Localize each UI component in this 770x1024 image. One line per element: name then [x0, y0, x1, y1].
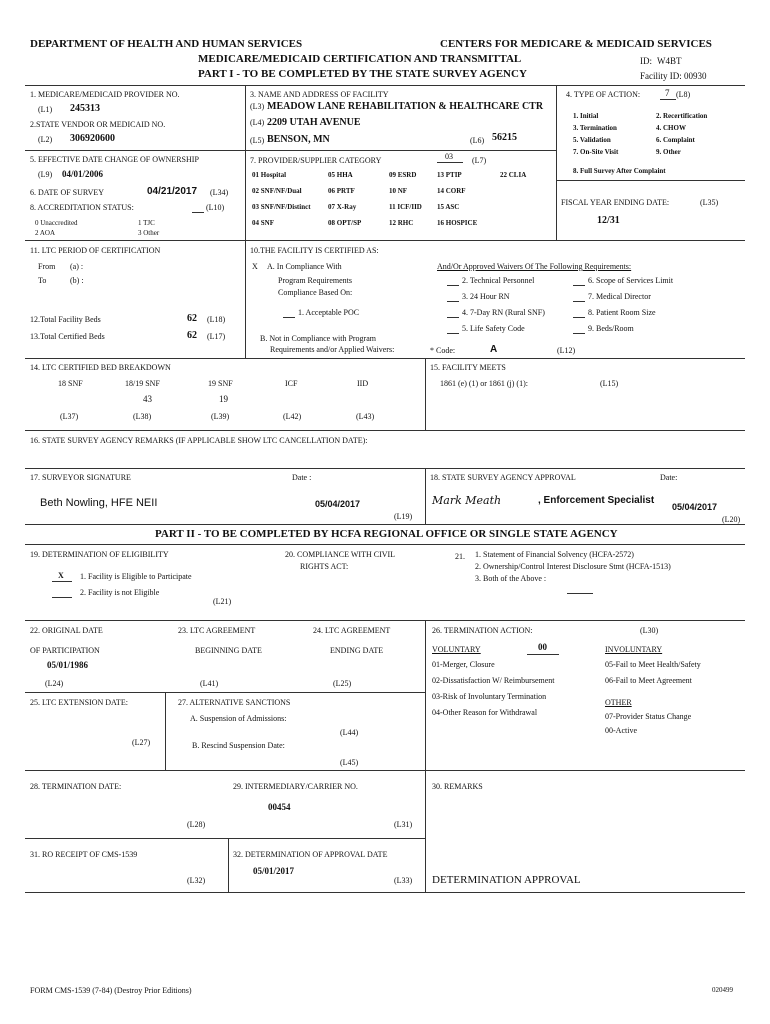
- approval-date-value: 05/01/2017: [253, 866, 295, 876]
- bed-breakdown-label: 14. LTC CERTIFIED BED BREAKDOWN: [30, 363, 171, 372]
- chow-value: 04/01/2006: [62, 169, 104, 179]
- category-option: 15 ASC: [437, 203, 460, 211]
- underline: [573, 285, 585, 286]
- action-option: 6. Complaint: [656, 136, 695, 144]
- l5-code: (L5): [250, 136, 265, 145]
- waiver-item: 8. Patient Room Size: [588, 308, 656, 317]
- accreditation-code: (L10): [206, 203, 225, 212]
- category-option: 22 CLIA: [500, 171, 527, 179]
- facility-meets-text: 1861 (e) (1) or 1861 (j) (1):: [440, 379, 528, 388]
- voluntary-item: 01-Merger, Closure: [432, 660, 495, 669]
- category-option: 11 ICF/IID: [389, 203, 422, 211]
- from-a: (a) :: [70, 262, 84, 271]
- underline: [283, 317, 295, 318]
- survey-date-code: (L34): [210, 188, 229, 197]
- extension-date-label: 25. LTC EXTENSION DATE:: [30, 698, 128, 707]
- field21-item: 1. Statement of Financial Solvency (HCFA-2572): [475, 550, 634, 559]
- certified-as-label: 10.THE FACILITY IS CERTIFIED AS:: [250, 246, 379, 255]
- acceptable-poc: 1. Acceptable POC: [298, 308, 360, 317]
- agency-date-label: Date:: [660, 473, 678, 482]
- other-item: 00-Active: [605, 726, 637, 735]
- underline: [52, 597, 72, 598]
- code-label: * Code:: [430, 346, 456, 355]
- facility-name-label: 3. NAME AND ADDRESS OF FACILITY: [250, 90, 389, 99]
- approval-signature: Mark Meath: [432, 494, 502, 507]
- waiver-item: 9. Beds/Room: [588, 324, 634, 333]
- facility-meets-code: (L15): [600, 379, 619, 388]
- eligible-x: X: [58, 571, 64, 580]
- provider-no-value: 245313: [70, 103, 100, 114]
- civil-rights-label2: RIGHTS ACT:: [300, 562, 349, 571]
- category-option: 04 SNF: [252, 219, 274, 227]
- compliance-x: X: [252, 262, 258, 271]
- to-label: To: [38, 276, 47, 285]
- divider: [25, 524, 745, 525]
- approval-date-code: (L33): [394, 876, 413, 885]
- fiscal-value: 12/31: [597, 215, 620, 226]
- waiver-item: 4. 7-Day RN (Rural SNF): [462, 308, 545, 317]
- original-date-code: (L24): [45, 679, 64, 688]
- id-value: W4BT: [657, 56, 682, 66]
- surveyor-date: 05/04/2017: [315, 499, 361, 509]
- facility-meets-label: 15. FACILITY MEETS: [430, 363, 506, 372]
- ro-receipt-label: 31. RO RECEIPT OF CMS-1539: [30, 850, 138, 859]
- eligible-option: 1. Facility is Eligible to Participate: [80, 572, 192, 581]
- original-date-sub: OF PARTICIPATION: [30, 646, 100, 655]
- termination-action-code: (L30): [640, 626, 659, 635]
- approval-date-label: 32. DETERMINATION OF APPROVAL DATE: [233, 850, 388, 859]
- surveyor-date-label: Date :: [292, 473, 312, 482]
- vendor-no-value: 306920600: [70, 133, 115, 144]
- part2-title: PART II - TO BE COMPLETED BY HCFA REGIONAL OFFICE OR SINGLE STATE AGENCY: [155, 528, 618, 540]
- original-date-value: 05/01/1986: [47, 660, 89, 670]
- accred-option: 3 Other: [138, 229, 160, 237]
- code-value: A: [490, 344, 498, 355]
- bed-code: (L43): [356, 412, 375, 421]
- category-option: 03 SNF/NF/Distinct: [252, 203, 311, 211]
- part1-title: PART I - TO BE COMPLETED BY THE STATE SURVEY AGENCY: [198, 68, 527, 80]
- divider: [228, 838, 229, 892]
- ltc-begin-label: 23. LTC AGREEMENT: [178, 626, 256, 635]
- action-option: 4. CHOW: [656, 124, 686, 132]
- category-option: 12 RHC: [389, 219, 414, 227]
- termination-value: 00: [538, 642, 547, 652]
- underline: [447, 301, 459, 302]
- voluntary-item: 03-Risk of Involuntary Termination: [432, 692, 547, 701]
- bed-col-header: IID: [357, 379, 369, 388]
- cert-beds-value: 62: [187, 330, 197, 341]
- category-option: 06 PRTF: [328, 187, 355, 195]
- divider: [25, 430, 745, 431]
- approval-title: , Enforcement Specialist: [538, 495, 655, 506]
- ltc-end-code: (L25): [333, 679, 352, 688]
- divider: [25, 770, 745, 771]
- bed-code: (L42): [283, 412, 302, 421]
- divider: [25, 468, 745, 469]
- intermediary-value: 00454: [268, 802, 291, 812]
- approval-code: (L20): [722, 515, 741, 524]
- fiscal-label: FISCAL YEAR ENDING DATE:: [561, 198, 670, 207]
- l6-code: (L6): [470, 136, 485, 145]
- surveyor-sig-label: 17. SURVEYOR SIGNATURE: [30, 473, 131, 482]
- eligibility-code: (L21): [213, 597, 232, 606]
- involuntary-item: 06-Fail to Meet Agreement: [605, 676, 692, 685]
- category-code: (L7): [472, 156, 487, 165]
- provider-no-code: (L1): [38, 105, 53, 114]
- approval-date: 05/04/2017: [672, 502, 718, 512]
- waiver-item: 5. Life Safety Code: [462, 324, 525, 333]
- divider: [25, 838, 425, 839]
- cert-beds-label: 13.Total Certified Beds: [30, 332, 105, 341]
- divider: [425, 358, 426, 430]
- dept-title: DEPARTMENT OF HEALTH AND HUMAN SERVICES: [30, 38, 303, 50]
- l3-code: (L3): [250, 102, 265, 111]
- facility-name: MEADOW LANE REHABILITATION & HEALTHCARE CTR: [267, 101, 544, 112]
- alt-sanctions-label: 27. ALTERNATIVE SANCTIONS: [178, 698, 291, 707]
- vendor-no-label: 2.STATE VENDOR OR MEDICAID NO.: [30, 120, 166, 129]
- waiver-item: 2. Technical Personnel: [462, 276, 535, 285]
- cert-beds-code: (L17): [207, 332, 226, 341]
- ltc-begin-sub: BEGINNING DATE: [195, 646, 262, 655]
- voluntary-item: 04-Other Reason for Withdrawal: [432, 708, 538, 717]
- field21-item: 3. Both of the Above :: [475, 574, 547, 583]
- remarks-30-label: 30. REMARKS: [432, 782, 483, 791]
- intermediary-code-l: (L28): [187, 820, 206, 829]
- category-value: 03: [445, 152, 453, 161]
- divider: [556, 85, 557, 240]
- underline: [437, 162, 463, 163]
- to-b: (b) :: [70, 276, 84, 285]
- waiver-item: 3. 24 Hour RN: [462, 292, 510, 301]
- bed-col-header: 19 SNF: [208, 379, 233, 388]
- code-ref: (L12): [557, 346, 576, 355]
- waiver-item: 7. Medical Director: [588, 292, 651, 301]
- divider: [25, 150, 245, 151]
- bed-col-header: 18/19 SNF: [125, 379, 160, 388]
- not-compliance-1: B. Not in Compliance with Program: [260, 334, 376, 343]
- underline: [567, 593, 593, 594]
- suspension-code: (L44): [340, 728, 359, 737]
- category-option: 08 OPT/SP: [328, 219, 362, 227]
- underline: [660, 99, 676, 100]
- id-label: ID:: [640, 56, 652, 66]
- form-title: MEDICARE/MEDICAID CERTIFICATION AND TRANSMITTAL: [198, 53, 522, 65]
- civil-rights-label1: 20. COMPLIANCE WITH CIVIL: [285, 550, 396, 559]
- underline: [527, 654, 559, 655]
- underline: [573, 301, 585, 302]
- divider: [556, 180, 745, 181]
- divider: [25, 358, 745, 359]
- category-label: 7. PROVIDER/SUPPLIER CATEGORY: [250, 156, 382, 165]
- divider: [245, 150, 556, 151]
- action-option: 5. Validation: [573, 136, 611, 144]
- ltc-end-sub: ENDING DATE: [330, 646, 384, 655]
- accred-option: 1 TJC: [138, 219, 155, 227]
- intermediary-code-r: (L31): [394, 820, 413, 829]
- facility-id: Facility ID: 00930: [640, 71, 707, 81]
- action-option: 8. Full Survey After Complaint: [573, 167, 666, 175]
- bed-col-header: ICF: [285, 379, 298, 388]
- rescind-code: (L45): [340, 758, 359, 767]
- accreditation-label: 8. ACCREDITATION STATUS:: [30, 203, 134, 212]
- divider: [25, 85, 745, 86]
- bed-code: (L38): [133, 412, 152, 421]
- original-date-label: 22. ORIGINAL DATE: [30, 626, 103, 635]
- underline: [447, 333, 459, 334]
- compliance-a2: Program Requirements: [278, 276, 352, 285]
- divider: [25, 240, 745, 241]
- suspension-label: A. Suspension of Admissions:: [190, 714, 287, 723]
- category-option: 01 Hospital: [252, 171, 287, 179]
- divider: [165, 692, 166, 770]
- type-action-value: 7: [665, 88, 670, 98]
- underline: [192, 212, 204, 213]
- divider: [425, 620, 426, 770]
- other-header: OTHER: [605, 698, 632, 707]
- intermediary-label: 29. INTERMEDIARY/CARRIER NO.: [233, 782, 358, 791]
- waiver-item: 6. Scope of Services Limit: [588, 276, 674, 285]
- compliance-a: A. In Compliance With: [267, 262, 342, 271]
- bed-value: 19: [219, 394, 228, 404]
- action-option: 9. Other: [656, 148, 681, 156]
- waivers-title: And/Or Approved Waivers Of The Following Requirements:: [437, 262, 632, 271]
- category-option: 07 X-Ray: [328, 203, 357, 211]
- ro-receipt-code: (L32): [187, 876, 206, 885]
- action-option: 1. Initial: [573, 112, 599, 120]
- chow-label: 5. EFFECTIVE DATE CHANGE OF OWNERSHIP: [30, 155, 199, 164]
- underline: [573, 333, 585, 334]
- action-option: 2. Recertification: [656, 112, 708, 120]
- category-option: 05 HHA: [328, 171, 353, 179]
- eligibility-label: 19. DETERMINATION OF ELIGIBILITY: [30, 550, 169, 559]
- total-beds-value: 62: [187, 313, 197, 324]
- bed-code: (L39): [211, 412, 230, 421]
- footer-code: 020499: [712, 986, 733, 994]
- termination-action-label: 26. TERMINATION ACTION:: [432, 626, 533, 635]
- action-option: 3. Termination: [573, 124, 617, 132]
- divider: [25, 692, 425, 693]
- category-option: 02 SNF/NF/Dual: [252, 187, 302, 195]
- vendor-no-code: (L2): [38, 135, 53, 144]
- underline: [573, 317, 585, 318]
- divider: [245, 85, 246, 240]
- survey-date-value: 04/21/2017: [147, 186, 198, 197]
- bed-col-header: 18 SNF: [58, 379, 83, 388]
- other-item: 07-Provider Status Change: [605, 712, 692, 721]
- underline: [52, 581, 72, 582]
- total-beds-code: (L18): [207, 315, 226, 324]
- rescind-label: B. Rescind Suspension Date:: [192, 741, 285, 750]
- involuntary-item: 05-Fail to Meet Health/Safety: [605, 660, 701, 669]
- divider: [425, 468, 426, 524]
- divider: [25, 544, 745, 545]
- provider-no-label: 1. MEDICARE/MEDICAID PROVIDER NO.: [30, 90, 180, 99]
- compliance-a3: Compliance Based On:: [278, 288, 353, 297]
- type-action-label: 4. TYPE OF ACTION:: [566, 90, 641, 99]
- remarks-30-text: DETERMINATION APPROVAL: [432, 874, 581, 886]
- ltc-end-label: 24. LTC AGREEMENT: [313, 626, 391, 635]
- involuntary-header: INVOLUNTARY: [605, 645, 663, 654]
- l4-code: (L4): [250, 118, 265, 127]
- facility-zip: 56215: [492, 132, 517, 143]
- ltc-begin-code: (L41): [200, 679, 219, 688]
- accred-option: 2 AOA: [35, 229, 56, 237]
- category-option: 16 HOSPICE: [437, 219, 478, 227]
- termination-date-label: 28. TERMINATION DATE:: [30, 782, 122, 791]
- agency-approval-label: 18. STATE SURVEY AGENCY APPROVAL: [430, 473, 576, 482]
- underline: [447, 317, 459, 318]
- facility-street: 2209 UTAH AVENUE: [267, 117, 361, 128]
- voluntary-item: 02-Dissatisfaction W/ Reimbursement: [432, 676, 555, 685]
- cms-title: CENTERS FOR MEDICARE & MEDICAID SERVICES: [440, 38, 712, 50]
- total-beds-label: 12.Total Facility Beds: [30, 315, 101, 324]
- category-option: 10 NF: [389, 187, 408, 195]
- facility-city: BENSON, MN: [267, 134, 330, 145]
- bed-value: 43: [143, 394, 152, 404]
- remarks-16-label: 16. STATE SURVEY AGENCY REMARKS (IF APPLICABLE SHOW LTC CANCELLATION DATE):: [30, 436, 368, 445]
- ltc-period-label: 11. LTC PERIOD OF CERTIFICATION: [30, 246, 161, 255]
- surveyor-name: Beth Nowling, HFE NEII: [40, 497, 158, 509]
- bed-code: (L37): [60, 412, 79, 421]
- surveyor-code: (L19): [394, 512, 413, 521]
- extension-date-code: (L27): [132, 738, 151, 747]
- not-eligible-option: 2. Facility is not Eligible: [80, 588, 160, 597]
- category-option: 13 PTIP: [437, 171, 462, 179]
- from-label: From: [38, 262, 56, 271]
- divider: [25, 620, 745, 621]
- type-action-code: (L8): [676, 90, 691, 99]
- underline: [447, 285, 459, 286]
- divider: [425, 770, 426, 892]
- voluntary-header: VOLUNTARY: [432, 645, 481, 654]
- divider: [245, 240, 246, 358]
- field21-label: 21.: [455, 552, 465, 561]
- not-compliance-2: Requirements and/or Applied Waivers:: [270, 345, 395, 354]
- field21-item: 2. Ownership/Control Interest Disclosure Stmt (HCFA-1513): [475, 562, 671, 571]
- divider: [25, 892, 745, 893]
- accred-option: 0 Unaccredited: [35, 219, 78, 227]
- category-option: 09 ESRD: [389, 171, 417, 179]
- fiscal-code: (L35): [700, 198, 719, 207]
- category-option: 14 CORF: [437, 187, 466, 195]
- survey-date-label: 6. DATE OF SURVEY: [30, 188, 105, 197]
- form-footer: FORM CMS-1539 (7-84) (Destroy Prior Editions): [30, 986, 192, 995]
- chow-code: (L9): [38, 170, 53, 179]
- action-option: 7. On-Site Visit: [573, 148, 619, 156]
